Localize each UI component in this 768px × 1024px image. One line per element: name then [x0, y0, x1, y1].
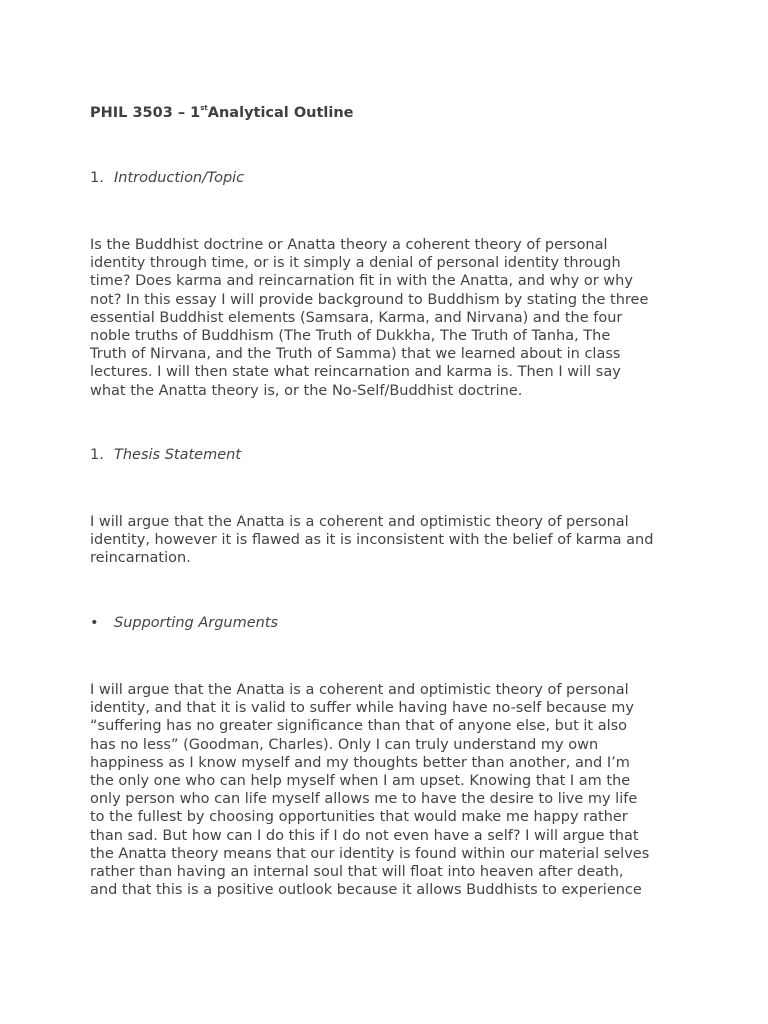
paragraph-line: essential Buddhist elements (Samsara, Karma, and Nirvana) and the four [90, 309, 623, 326]
bullet-marker: • [90, 615, 99, 631]
heading-label: Introduction/Topic [114, 170, 245, 186]
paragraph-line: what the Anatta theory is, or the No-Self/Buddhist doctrine. [90, 382, 523, 399]
supporting-arguments-paragraph [90, 681, 690, 899]
paragraph-line: Is the Buddhist doctrine or Anatta theory a coherent theory of personal [90, 237, 608, 253]
section-heading-supporting-arguments [90, 615, 278, 631]
document-title [90, 104, 354, 121]
paragraph-line: has no less” (Goodman, Charles). Only I can truly understand my own [90, 736, 599, 753]
list-number: 1. [90, 447, 104, 463]
paragraph-line: reincarnation. [90, 550, 191, 567]
paragraph-line: happiness as I know myself and my thoughts better than another, and I’m [90, 754, 630, 771]
paragraph-line: time? Does karma and reincarnation fit in with the Anatta, and why or why [90, 273, 633, 290]
introduction-paragraph [90, 236, 690, 400]
paragraph-line: rather than having an internal soul that will float into heaven after death, [90, 864, 624, 881]
title-suffix: Analytical Outline [207, 105, 354, 121]
title-prefix: PHIL 3503 – 1 [90, 105, 201, 121]
paragraph-line: “suffering has no greater significance than that of anyone else, but it also [90, 718, 628, 735]
paragraph-line: to the fullest by choosing opportunities that would make me happy rather [90, 809, 628, 826]
paragraph-line: the Anatta theory means that our identity is found within our material selves [90, 845, 650, 862]
paragraph-line: the only one who can help myself when I am upset. Knowing that I am the [90, 773, 631, 790]
paragraph-line: than sad. But how can I do this if I do not even have a self? I will argue that [90, 827, 639, 844]
thesis-paragraph [90, 513, 690, 568]
paragraph-line: I will argue that the Anatta is a coherent and optimistic theory of personal [90, 682, 629, 698]
paragraph-line: identity, however it is flawed as it is inconsistent with the belief of karma and [90, 532, 654, 549]
paragraph-line: identity through time, or is it simply a denial of personal identity through [90, 255, 621, 272]
section-heading-thesis [90, 447, 241, 463]
paragraph-line: lectures. I will then state what reincarnation and karma is. Then I will say [90, 364, 621, 381]
heading-label: Supporting Arguments [114, 615, 279, 631]
paragraph-line: I will argue that the Anatta is a coherent and optimistic theory of personal [90, 514, 629, 530]
list-number: 1. [90, 170, 104, 186]
paragraph-line: identity, and that it is valid to suffer while having have no-self because my [90, 700, 634, 717]
paragraph-line: Truth of Nirvana, and the Truth of Samma) that we learned about in class [90, 346, 621, 363]
section-heading-introduction [90, 170, 244, 186]
paragraph-line: and that this is a positive outlook because it allows Buddhists to experience [90, 882, 642, 899]
paragraph-line: only person who can life myself allows me to have the desire to live my life [90, 791, 638, 808]
paragraph-line: noble truths of Buddhism (The Truth of Dukkha, The Truth of Tanha, The [90, 328, 611, 345]
title-superscript: st [200, 104, 208, 112]
heading-label: Thesis Statement [114, 447, 242, 463]
paragraph-line: not? In this essay I will provide background to Buddhism by stating the three [90, 291, 649, 308]
